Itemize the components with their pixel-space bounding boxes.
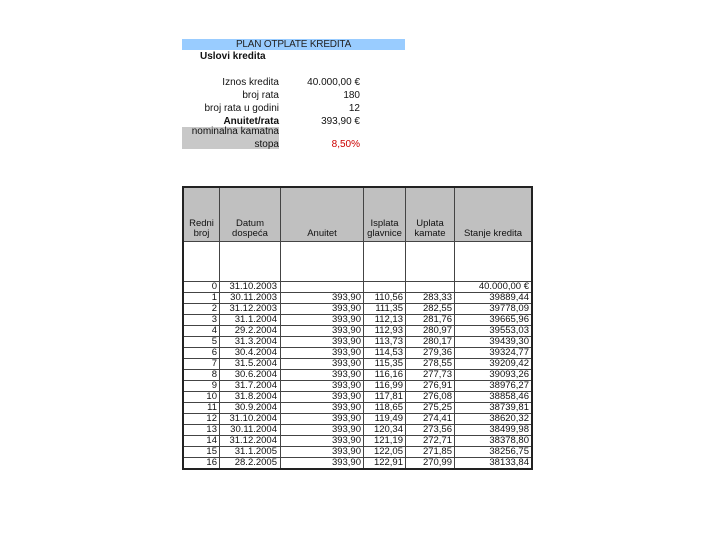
cell-uplata[interactable]: 272,71 [406,436,455,447]
cell-redni-broj[interactable]: 4 [183,326,220,337]
cell-stanje[interactable]: 38976,27 [455,381,533,392]
cell-isplata[interactable]: 112,93 [364,326,406,337]
table-row [183,348,532,359]
cell-redni-broj[interactable]: 16 [183,458,220,470]
cell-isplata[interactable]: 122,05 [364,447,406,458]
param-value-per-year[interactable]: 12 [348,103,360,114]
table-row [183,282,532,293]
cell-anuitet[interactable]: 393,90 [281,425,364,436]
cell-stanje[interactable]: 38499,98 [455,425,533,436]
table-row [183,337,532,348]
header-anuitet: Anuitet [281,187,364,242]
cell-stanje[interactable]: 39439,30 [455,337,533,348]
cell-isplata[interactable]: 119,49 [364,414,406,425]
cell-redni-broj[interactable]: 14 [183,436,220,447]
param-label-rate: stopa [254,139,279,150]
header-datum: Datum dospeća [220,187,281,242]
cell-stanje[interactable]: 39553,03 [455,326,533,337]
spacer-row [183,242,532,282]
cell-isplata[interactable]: 113,73 [364,337,406,348]
param-label-installments: broj rata [242,90,279,101]
cell-anuitet[interactable]: 393,90 [281,414,364,425]
amortization-table [182,186,533,470]
cell-datum[interactable]: 31.1.2005 [220,447,281,458]
cell-isplata[interactable]: 110,56 [364,293,406,304]
cell-redni-broj[interactable]: 10 [183,392,220,403]
cell-datum[interactable]: 30.6.2004 [220,370,281,381]
table-row [183,359,532,370]
cell-uplata[interactable]: 276,08 [406,392,455,403]
cell-anuitet[interactable]: 393,90 [281,370,364,381]
cell-isplata[interactable] [364,282,406,293]
cell-isplata[interactable]: 120,34 [364,425,406,436]
table-row [183,370,532,381]
cell-redni-broj[interactable]: 15 [183,447,220,458]
cell-anuitet[interactable]: 393,90 [281,359,364,370]
param-label-nominal: nominalna kamatna [191,126,279,137]
cell-uplata[interactable]: 282,55 [406,304,455,315]
cell-redni-broj[interactable]: 2 [183,304,220,315]
cell-isplata[interactable]: 117,81 [364,392,406,403]
cell-anuitet[interactable]: 393,90 [281,326,364,337]
cell-redni-broj[interactable]: 7 [183,359,220,370]
cell-stanje[interactable]: 38858,46 [455,392,533,403]
cell-stanje[interactable]: 39093,26 [455,370,533,381]
cell-isplata[interactable]: 118,65 [364,403,406,414]
param-label-loan-amount: Iznos kredita [222,77,279,88]
cell-redni-broj[interactable]: 9 [183,381,220,392]
cell-anuitet[interactable]: 393,90 [281,348,364,359]
cell-anuitet[interactable]: 393,90 [281,403,364,414]
cell-datum[interactable]: 31.10.2003 [220,282,281,293]
cell-uplata[interactable]: 275,25 [406,403,455,414]
cell-redni-broj[interactable]: 13 [183,425,220,436]
cell-stanje[interactable]: 40.000,00 € [455,282,533,293]
cell-datum[interactable]: 31.3.2004 [220,337,281,348]
cell-stanje[interactable]: 38133,84 [455,458,533,470]
cell-datum[interactable]: 31.7.2004 [220,381,281,392]
cell-isplata[interactable]: 122,91 [364,458,406,470]
cell-datum[interactable]: 31.12.2003 [220,304,281,315]
header-uplata: Uplata kamate [406,187,455,242]
cell-anuitet[interactable]: 393,90 [281,436,364,447]
cell-redni-broj[interactable]: 1 [183,293,220,304]
cell-stanje[interactable]: 39889,44 [455,293,533,304]
cell-redni-broj[interactable]: 12 [183,414,220,425]
cell-redni-broj[interactable]: 5 [183,337,220,348]
cell-uplata[interactable]: 280,97 [406,326,455,337]
page-title: PLAN OTPLATE KREDITA [182,39,405,50]
cell-uplata[interactable]: 278,55 [406,359,455,370]
cell-redni-broj[interactable]: 0 [183,282,220,293]
cell-datum[interactable]: 31.10.2004 [220,414,281,425]
cell-anuitet[interactable]: 393,90 [281,337,364,348]
cell-stanje[interactable]: 39209,42 [455,359,533,370]
param-label-per-year: broj rata u godini [204,103,279,114]
cell-uplata[interactable]: 279,36 [406,348,455,359]
table-row [183,447,532,458]
cell-stanje[interactable]: 39324,77 [455,348,533,359]
cell-uplata[interactable]: 280,17 [406,337,455,348]
table-row [183,326,532,337]
cell-isplata[interactable]: 116,99 [364,381,406,392]
cell-uplata[interactable]: 270,99 [406,458,455,470]
header-isplata: Isplata glavnice [364,187,406,242]
param-value-rate[interactable]: 8,50% [331,139,360,150]
cell-uplata[interactable]: 276,91 [406,381,455,392]
table-row [183,425,532,436]
cell-stanje[interactable]: 38739,81 [455,403,533,414]
cell-redni-broj[interactable]: 11 [183,403,220,414]
cell-uplata[interactable]: 271,85 [406,447,455,458]
cell-anuitet[interactable]: 393,90 [281,447,364,458]
cell-anuitet[interactable]: 393,90 [281,458,364,470]
cell-anuitet[interactable]: 393,90 [281,315,364,326]
param-value-loan-amount[interactable]: 40.000,00 € [307,77,360,88]
cell-isplata[interactable]: 115,35 [364,359,406,370]
cell-uplata[interactable]: 273,56 [406,425,455,436]
cell-uplata[interactable]: 281,76 [406,315,455,326]
cell-datum[interactable]: 28.2.2005 [220,458,281,470]
cell-uplata[interactable]: 274,41 [406,414,455,425]
cell-datum[interactable]: 30.11.2004 [220,425,281,436]
cell-isplata[interactable]: 111,35 [364,304,406,315]
cell-redni-broj[interactable]: 3 [183,315,220,326]
cell-anuitet[interactable]: 393,90 [281,381,364,392]
cell-datum[interactable]: 31.5.2004 [220,359,281,370]
table-row [183,304,532,315]
table-row [183,315,532,326]
table-row [183,436,532,447]
param-value-installments[interactable]: 180 [343,90,360,101]
cell-redni-broj[interactable]: 6 [183,348,220,359]
cell-datum[interactable]: 30.9.2004 [220,403,281,414]
cell-stanje[interactable]: 38378,80 [455,436,533,447]
table-row [183,381,532,392]
cell-anuitet[interactable]: 393,90 [281,304,364,315]
cell-isplata[interactable]: 116,16 [364,370,406,381]
cell-datum[interactable]: 29.2.2004 [220,326,281,337]
cell-stanje[interactable]: 39778,09 [455,304,533,315]
cell-datum[interactable]: 31.12.2004 [220,436,281,447]
cell-datum[interactable]: 31.8.2004 [220,392,281,403]
header-stanje: Stanje kredita [455,187,533,242]
cell-uplata[interactable]: 277,73 [406,370,455,381]
cell-anuitet[interactable]: 393,90 [281,392,364,403]
cell-stanje[interactable]: 39665,96 [455,315,533,326]
cell-datum[interactable]: 30.11.2003 [220,293,281,304]
table-header-row [183,187,532,242]
cell-datum[interactable]: 30.4.2004 [220,348,281,359]
cell-anuitet[interactable]: 393,90 [281,293,364,304]
table-row [183,403,532,414]
section-title: Uslovi kredita [200,51,266,62]
param-label-annuity: Anuitet/rata [223,116,279,127]
cell-stanje[interactable]: 38256,75 [455,447,533,458]
cell-stanje[interactable]: 38620,32 [455,414,533,425]
param-value-annuity[interactable]: 393,90 € [321,116,360,127]
cell-redni-broj[interactable]: 8 [183,370,220,381]
table-row [183,293,532,304]
table-row [183,392,532,403]
cell-anuitet[interactable] [281,282,364,293]
cell-uplata[interactable]: 283,33 [406,293,455,304]
cell-isplata[interactable]: 114,53 [364,348,406,359]
cell-isplata[interactable]: 112,13 [364,315,406,326]
header-redni-broj: Redni broj [183,187,220,242]
cell-isplata[interactable]: 121,19 [364,436,406,447]
cell-uplata[interactable] [406,282,455,293]
table-row [183,414,532,425]
table-row [183,458,532,470]
cell-datum[interactable]: 31.1.2004 [220,315,281,326]
